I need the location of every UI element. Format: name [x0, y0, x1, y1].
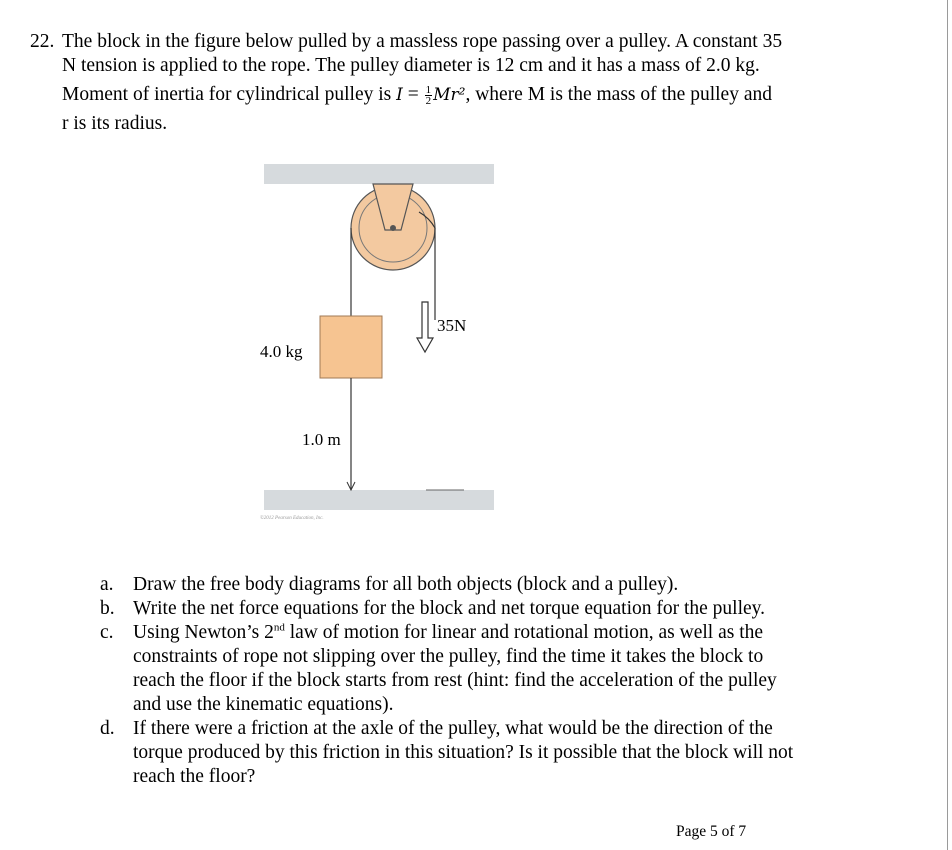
formula-fraction [425, 85, 433, 106]
question-line: constraints of rope not slipping over the pulley, find the time it takes the block to [133, 646, 764, 667]
problem-number: 22. [30, 31, 55, 52]
line3-suffix: , where M is the mass of the pulley and [465, 84, 772, 105]
mass-label: 4.0 kg [260, 342, 303, 361]
line3-prefix: Moment of inertia for cylindrical pulley is [62, 84, 397, 105]
ceiling [264, 164, 494, 184]
problem-line-3 [62, 83, 772, 107]
problem-line-1: The block in the figure below pulled by a massless rope passing over a pulley. A constant 35 [62, 31, 783, 52]
force-arrow [417, 302, 433, 352]
figure-credit: ©2012 Pearson Education, Inc. [260, 516, 324, 521]
formula-lhs: I [396, 85, 403, 105]
problem-line-4: r is its radius. [62, 113, 168, 134]
question-marker: a. [100, 574, 114, 595]
pulley-axle [390, 225, 396, 231]
fraction-denominator: 2 [425, 95, 432, 108]
question-c-sup: nd [273, 621, 285, 634]
block [320, 316, 382, 378]
pulley-figure [240, 160, 540, 540]
question-line: reach the floor? [133, 766, 256, 787]
problem-line-2: N tension is applied to the rope. The pulley diameter is 12 cm and it has a mass of 2.0 kg. [62, 55, 760, 76]
floor [264, 490, 494, 510]
question-line: torque produced by this friction in this situation? Is it possible that the block will not [133, 742, 794, 763]
question-line: reach the floor if the block starts from rest (hint: find the acceleration of the pulley [133, 670, 777, 691]
question-marker: b. [100, 598, 115, 619]
question-line: and use the kinematic equations). [133, 694, 394, 715]
question-marker: c. [100, 622, 114, 643]
question-line: Write the net force equations for the block and net torque equation for the pulley. [133, 598, 766, 619]
question-line: If there were a friction at the axle of the pulley, what would be the direction of the [133, 718, 773, 739]
question-line: Draw the free body diagrams for all both objects (block and a pulley). [133, 574, 679, 595]
force-label: 35N [437, 316, 467, 335]
question-c-pre: Using Newton’s 2 [133, 622, 274, 643]
page-number: Page 5 of 7 [676, 823, 747, 840]
formula-equals: = [402, 84, 424, 105]
fraction-numerator: 1 [425, 84, 432, 97]
question-c-post: law of motion for linear and rotational motion, as well as the [284, 622, 764, 643]
question-marker: d. [100, 718, 115, 739]
formula-rhs: Mr² [433, 85, 466, 105]
distance-label: 1.0 m [302, 430, 341, 449]
question-line [133, 621, 853, 645]
